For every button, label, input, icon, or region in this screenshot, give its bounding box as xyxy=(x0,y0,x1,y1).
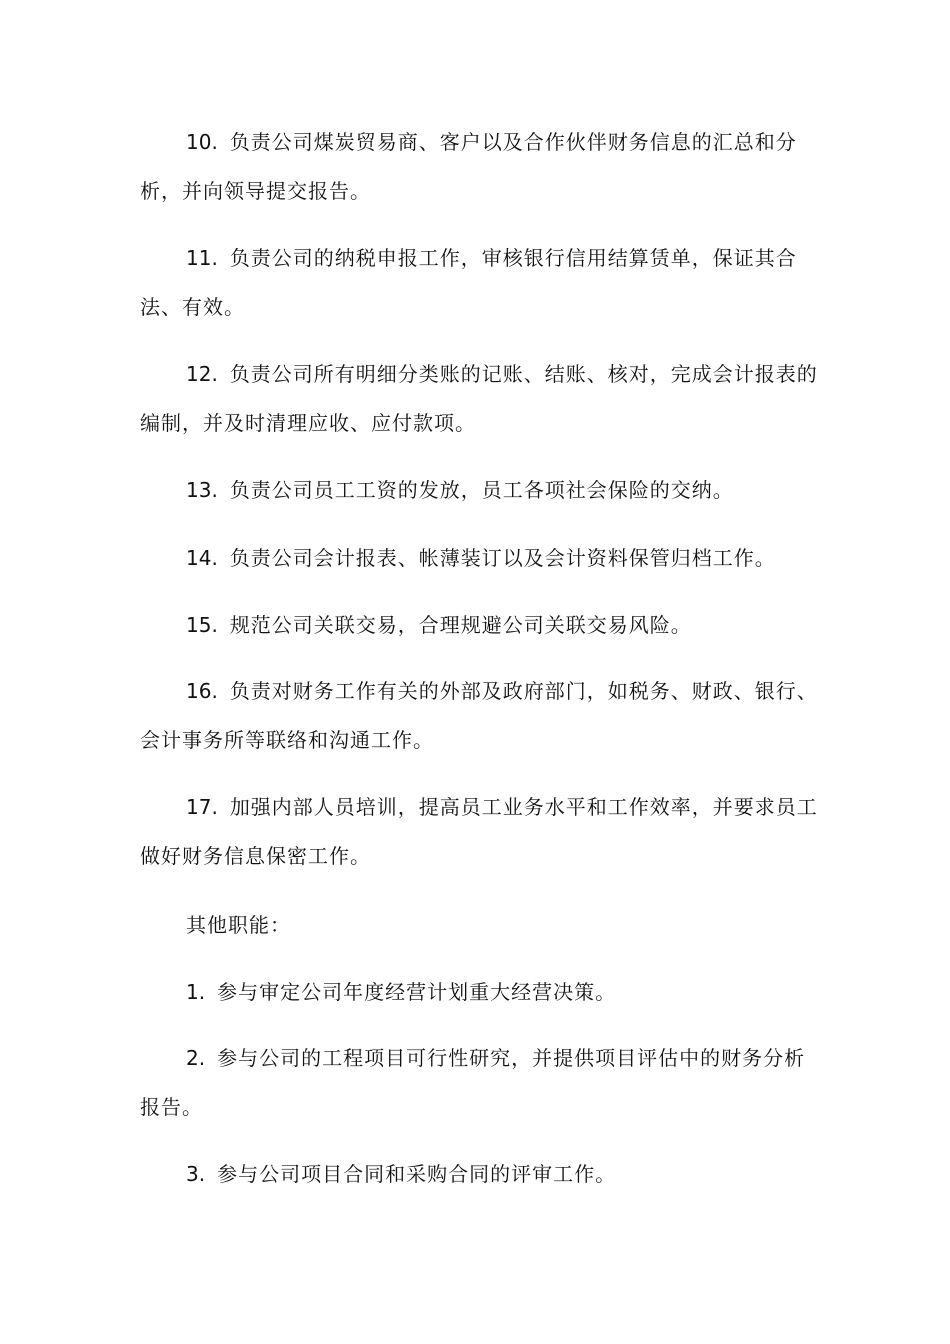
other-functions-heading: 其他职能： xyxy=(186,913,291,937)
item-text: 负责公司煤炭贸易商、客户以及合作伙伴财务信息的汇总和分析，并向领导提交报告。 xyxy=(140,130,797,203)
item-number: 16. xyxy=(186,679,218,703)
list-item xyxy=(140,466,820,515)
item-text: 参与公司项目合同和采购合同的评审工作。 xyxy=(217,1162,617,1186)
item-text: 负责公司所有明细分类账的记账、结账、核对，完成会计报表的编制，并及时清理应收、应付款项。 xyxy=(140,362,818,435)
list-item xyxy=(140,783,820,881)
item-text: 负责公司员工工资的发放，员工各项社会保险的交纳。 xyxy=(229,478,734,502)
item-number: 13. xyxy=(186,478,218,502)
item-text: 负责公司会计报表、帐薄装订以及会计资料保管归档工作。 xyxy=(229,546,776,570)
list-item xyxy=(140,350,820,448)
list-item xyxy=(140,968,820,1017)
list-item xyxy=(140,534,820,583)
list-item xyxy=(140,234,820,332)
item-number: 14. xyxy=(186,546,218,570)
list-item xyxy=(140,118,820,216)
item-text: 加强内部人员培训，提高员工业务水平和工作效率，并要求员工做好财务信息保密工作。 xyxy=(140,795,818,868)
item-number: 2. xyxy=(186,1046,206,1070)
list-item xyxy=(140,601,820,650)
item-text: 参与公司的工程项目可行性研究，并提供项目评估中的财务分析报告。 xyxy=(140,1046,806,1119)
item-number: 12. xyxy=(186,362,218,386)
item-text: 规范公司关联交易，合理规避公司关联交易风险。 xyxy=(229,613,692,637)
item-number: 1. xyxy=(186,980,206,1004)
item-number: 3. xyxy=(186,1162,206,1186)
item-text: 负责对财务工作有关的外部及政府部门，如税务、财政、银行、会计事务所等联络和沟通工作。 xyxy=(140,679,818,752)
list-item xyxy=(140,1034,820,1132)
item-text: 负责公司的纳税申报工作，审核银行信用结算赁单，保证其合法、有效。 xyxy=(140,246,797,319)
item-number: 11. xyxy=(186,246,218,270)
item-number: 15. xyxy=(186,613,218,637)
item-number: 10. xyxy=(186,130,218,154)
section-heading xyxy=(140,901,820,950)
list-item xyxy=(140,667,820,765)
item-number: 17. xyxy=(186,795,218,819)
list-item xyxy=(140,1150,820,1199)
item-text: 参与审定公司年度经营计划重大经营决策。 xyxy=(217,980,617,1004)
